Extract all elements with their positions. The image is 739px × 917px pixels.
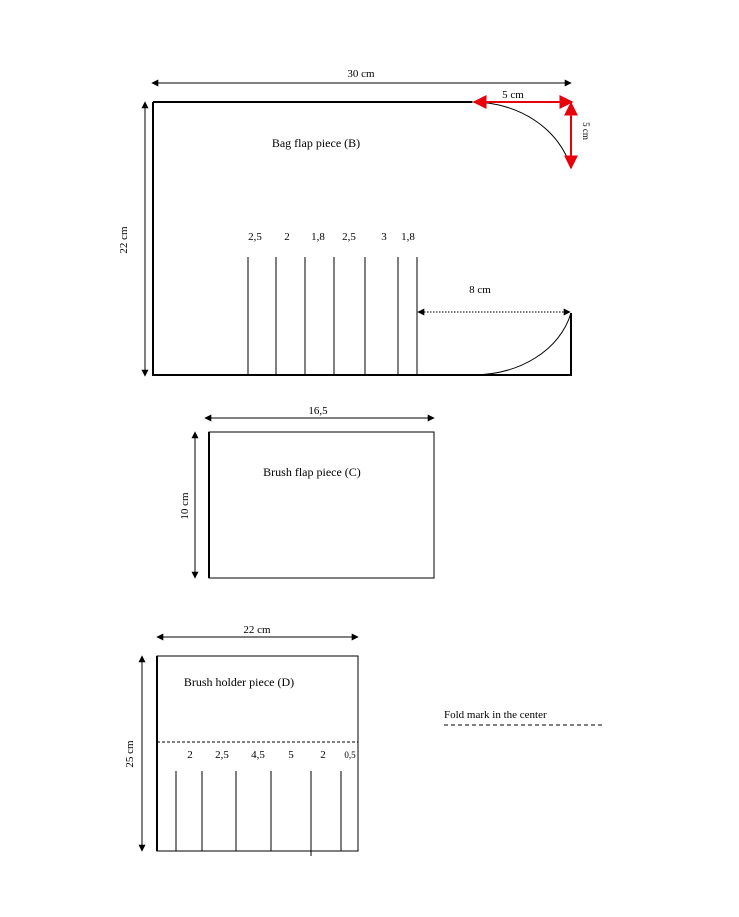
piece-b-gap-label: 8 cm xyxy=(469,284,491,296)
piece-d-height-label: 25 cm xyxy=(124,740,136,768)
piece-b-outline xyxy=(153,102,571,375)
piece-b-slot-label: 3 xyxy=(381,231,387,243)
piece-b-bottom-curve xyxy=(472,313,571,375)
piece-b-slot-label: 2,5 xyxy=(342,231,356,243)
piece-b-slot-label: 1,8 xyxy=(311,231,325,243)
piece-d-slot-label: 2 xyxy=(187,749,193,761)
piece-d-slot-label: 0,5 xyxy=(344,750,356,760)
piece-c-title: Brush flap piece (C) xyxy=(263,465,361,479)
piece-b-top-curve xyxy=(472,102,571,168)
piece-c-outline xyxy=(209,432,434,578)
piece-b-slot-label: 2,5 xyxy=(248,231,262,243)
piece-c xyxy=(179,405,434,578)
fold-legend-label: Fold mark in the center xyxy=(444,709,547,721)
piece-c-width-label: 16,5 xyxy=(308,405,328,417)
piece-b-height-label: 22 cm xyxy=(118,226,130,254)
piece-b-width-label: 30 cm xyxy=(347,68,375,80)
piece-c-height-label: 10 cm xyxy=(179,492,191,520)
piece-d-slot-label: 5 xyxy=(288,749,294,761)
fold-legend xyxy=(444,709,604,725)
piece-b xyxy=(118,68,591,376)
piece-d-width-label: 22 cm xyxy=(243,624,271,636)
piece-d-slot-label: 2 xyxy=(320,749,326,761)
piece-d-title: Brush holder piece (D) xyxy=(183,675,295,689)
piece-d xyxy=(124,624,358,856)
piece-d-slot-label: 2,5 xyxy=(215,749,229,761)
piece-b-corner-w-label: 5 cm xyxy=(502,89,524,101)
piece-d-slot-label: 4,5 xyxy=(251,749,265,761)
piece-b-slot-label: 1,8 xyxy=(401,231,415,243)
piece-b-title: Bag flap piece (B) xyxy=(271,136,361,150)
piece-b-slot-label: 2 xyxy=(284,231,290,243)
piece-b-corner-h-label: 5 cm xyxy=(581,122,591,140)
